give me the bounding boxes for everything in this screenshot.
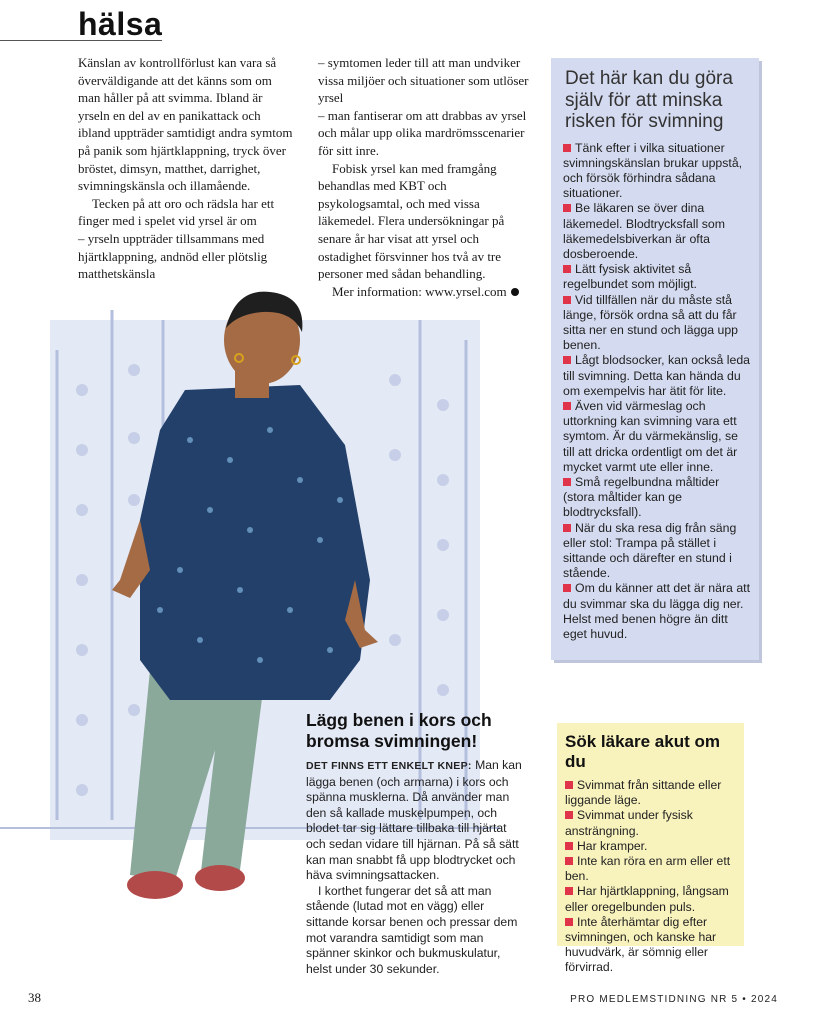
urgent-box-title: Sök läkare akut om du <box>565 732 720 771</box>
bullet-square-icon <box>565 842 573 850</box>
tip-article-lead: DET FINNS ETT ENKELT KNEP: <box>306 760 472 772</box>
tips-list-item: Vid tillfällen när du måste stå länge, försök ordna så att du får sitta ner en stund och lägga upp benen. <box>563 292 739 353</box>
paragraph: – yrseln uppträder tillsammans med hjärtklappning, andnöd eller plötslig matthetskänsla <box>78 230 268 282</box>
body-column-1 <box>78 54 296 283</box>
body-column-2 <box>318 54 530 300</box>
tips-list-item: Be läkaren se över dina läkemedel. Blodtrycksfall som läkemedelsbiverkan är ofta dosberoende. <box>563 201 725 261</box>
paragraph: Fobisk yrsel kan med framgång behandlas med KBT och psykologsamtal, och med vissa läkemedel. Flera undersökningar på senare år har visat att yrsel och ostadighet försvinner hos två av tre personer med sådan behandling. <box>318 160 505 282</box>
tip-article-paragraph: I korthet fungerar det så att man stående (lutad mot en vägg) eller sittande korsar benen och pressar dem mot varandra samtidigt som man spänner skinkor och bukmuskulatur, helst under 30 sekunder. <box>306 883 518 976</box>
bullet-square-icon <box>563 524 571 532</box>
bullet-square-icon <box>563 584 571 592</box>
tips-box <box>551 58 759 660</box>
tips-list-item: Lätt fysisk aktivitet så regelbundet som möjligt. <box>563 262 697 292</box>
magazine-footer: PRO MEDLEMSTIDNING NR 5 • 2024 <box>570 994 778 1005</box>
bullet-square-icon <box>563 144 571 152</box>
urgent-list-item: Har hjärtklappning, långsam eller oregelbunden puls. <box>565 884 729 914</box>
tips-list-item: Om du känner att det är nära att du svimmar ska du lägga dig ner. Helst med benen högre än ditt eget huvud. <box>563 581 750 641</box>
tips-list <box>563 141 751 643</box>
urgent-list-item: Inte kan röra en arm eller ett ben. <box>565 854 731 884</box>
urgent-list-item: Inte återhämtar dig efter svimningen, och kanske har huvudvärk, är sömnig eller förvirrad. <box>565 914 717 975</box>
urgent-list-item: Har kramper. <box>565 839 738 854</box>
tip-article <box>306 710 526 977</box>
bullet-square-icon <box>565 887 573 895</box>
bullet-square-icon <box>565 857 573 865</box>
tip-article-title: Lägg benen i kors och bromsa svimningen! <box>306 710 492 751</box>
left-shoe <box>127 871 183 899</box>
bullet-square-icon <box>563 356 571 364</box>
tips-list-item: Tänk efter i vilka situationer svimningskänslan brukar uppstå, och försök förhindra sådana situationer. <box>563 140 743 201</box>
bullet-square-icon <box>565 811 573 819</box>
paragraph: Känslan av kontrollförlust kan vara så överväldigande att det känns som om man håller på att svimma. Ibland är yrseln en del av en panikattack och ibland uppträder samtidigt andra symtom på panik som hjärtklappning, tryck över bröstet, dimsyn, matthet, darrighet, svimningskänsla och illamående. <box>78 55 293 194</box>
bullet-square-icon <box>563 402 571 410</box>
bullet-square-icon <box>565 781 573 789</box>
bullet-square-icon <box>563 204 571 212</box>
section-title: hälsa <box>78 6 163 42</box>
trousers <box>130 670 265 880</box>
tip-article-paragraph: DET FINNS ETT ENKELT KNEP: Man kan lägga benen (och armarna) i kors och spänna musklerna. Då använder man den så kallade muskelpumpen, och blodet tar sig lättare tillbaka till hjärtat och sedan vidare till hjärnan. På så sätt kan man snabbt få upp blodtrycket och häva svimningsattacken. <box>306 758 522 883</box>
bullet-square-icon <box>563 296 571 304</box>
end-mark-icon <box>511 288 519 296</box>
urgent-box <box>557 723 744 975</box>
urgent-list-item: Svimmat från sittande eller liggande läge. <box>565 778 722 808</box>
bullet-square-icon <box>565 918 573 926</box>
bullet-square-icon <box>563 265 571 273</box>
page-number: 38 <box>28 990 41 1005</box>
tips-box-title: Det här kan du göra själv för att minska risken för svimning <box>565 68 733 132</box>
tips-list-item: Lågt blodsocker, kan också leda till svimning. Detta kan hända du om exempelvis har ätit för lite. <box>563 353 751 398</box>
tips-list-item: När du ska resa dig från säng eller stol: Trampa på stället i sittande och därefter en stund i stående. <box>563 520 737 581</box>
more-info-link[interactable]: Mer information: www.yrsel.com <box>332 283 507 299</box>
right-shoe <box>195 865 245 891</box>
paragraph: – symtomen leder till att man undviker vissa miljöer och situationer som utlöser yrsel <box>318 55 529 106</box>
bullet-square-icon <box>563 478 571 486</box>
tips-list-item: Små regelbundna måltider (stora måltider kan ge blodtrycksfall). <box>563 474 720 520</box>
tips-list-item: Även vid värmeslag och uttorkning kan svimning vara ett symtom. Är du värmekänslig, se till att dricka ordentligt om det är mycket varmt ute eller inne. <box>563 398 738 474</box>
paragraph: Tecken på att oro och rädsla har ett finger med i spelet vid yrsel är om <box>78 195 275 229</box>
urgent-list-item: Svimmat under fysisk ansträngning. <box>565 808 693 838</box>
paragraph: – man fantiserar om att drabbas av yrsel och målar upp olika mardrömsscenarier för sitt inre. <box>318 107 527 158</box>
urgent-list <box>565 778 738 976</box>
